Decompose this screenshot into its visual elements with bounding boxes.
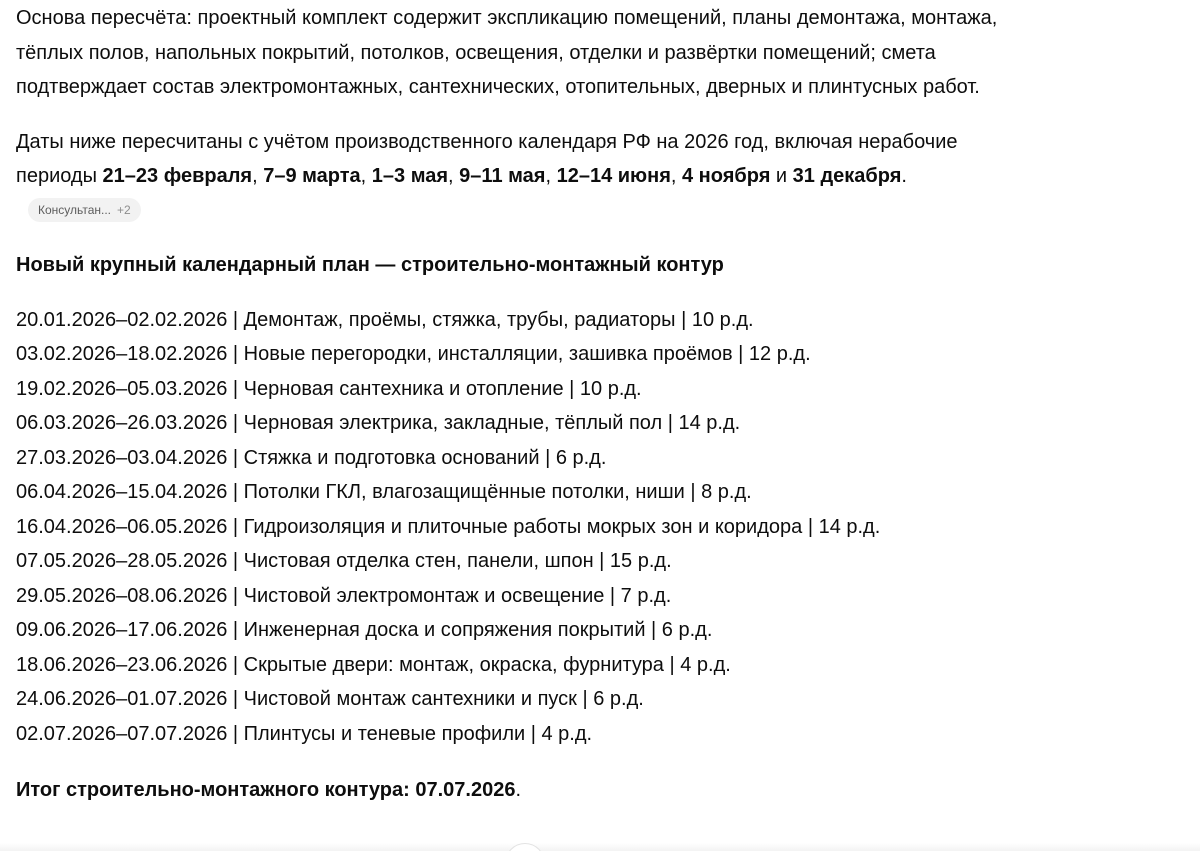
dates-intro-text: Даты ниже пересчитаны с учётом производственного календаря РФ на 2026 год, включая нерабочие периоды (16, 130, 958, 187)
holiday-period: 21–23 февраля (102, 165, 253, 187)
plan-row: 16.04.2026–06.05.2026 | Гидроизоляция и плиточные работы мокрых зон и коридора | 14 р.д. (16, 515, 881, 538)
holiday-period: 1–3 мая (371, 165, 449, 187)
holiday-period: 12–14 июня (556, 165, 671, 187)
dates-paragraph: Даты ниже пересчитаны с учётом производственного календаря РФ на 2026 год, включая нерабочие периоды 21–23 февраля, 7–9 марта, 1–3 мая, 9–11 мая, 12–14 июня, 4 ноября и 31 декабря. Консультан... +2 (16, 125, 1016, 229)
holiday-period: 7–9 марта (263, 165, 361, 187)
plan-row: 24.06.2026–01.07.2026 | Чистовой монтаж сантехники и пуск | 6 р.д. (16, 688, 644, 710)
bottom-fade (0, 843, 1200, 851)
plan-row: 07.05.2026–28.05.2026 | Чистовая отделка стен, панели, шпон | 15 р.д. (16, 550, 672, 572)
holiday-period: 4 ноября (682, 165, 771, 187)
total-label: Итог строительно-монтажного контура: 07.07.2026 (16, 779, 516, 801)
plan-list (16, 303, 1016, 752)
assistant-message (16, 1, 1016, 808)
plan-row: 06.04.2026–15.04.2026 | Потолки ГКЛ, влагозащищённые потолки, ниши | 8 р.д. (16, 481, 752, 503)
plan-row: 03.02.2026–18.02.2026 | Новые перегородки, инсталляции, зашивка проёмов | 12 р.д. (16, 343, 811, 365)
plan-row: 19.02.2026–05.03.2026 | Черновая сантехника и отопление | 10 р.д. (16, 377, 642, 400)
plan-heading: Новый крупный календарный план — строительно-монтажный контур (16, 254, 724, 276)
total-paragraph: Итог строительно-монтажного контура: 07.07.2026. (16, 779, 522, 801)
holiday-period: 9–11 мая (459, 165, 546, 187)
citation-more-count: +2 (117, 202, 131, 217)
citation-source-label: Консультан... (38, 202, 112, 217)
citation-chip[interactable] (28, 198, 141, 222)
plan-row: 18.06.2026–23.06.2026 | Скрытые двери: монтаж, окраска, фурнитура | 4 р.д. (16, 653, 731, 676)
plan-row: 06.03.2026–26.03.2026 | Черновая электрика, закладные, тёплый пол | 14 р.д. (16, 412, 741, 434)
plan-row: 29.05.2026–08.06.2026 | Чистовой электромонтаж и освещение | 7 р.д. (16, 584, 672, 607)
plan-row: 02.07.2026–07.07.2026 | Плинтусы и теневые профили | 4 р.д. (16, 722, 593, 745)
basis-paragraph: Основа пересчёта: проектный комплект содержит экспликацию помещений, планы демонтажа, монтажа, тёплых полов, напольных покрытий, потолков, освещения, отделки и развёртки помещений; смета подтверждает состав электромонтажных, сантехнических, отопительных, дверных и плинтусных работ. (16, 7, 998, 98)
plan-row: 27.03.2026–03.04.2026 | Стяжка и подготовка оснований | 6 р.д. (16, 446, 607, 469)
plan-row: 20.01.2026–02.02.2026 | Демонтаж, проёмы, стяжка, трубы, радиаторы | 10 р.д. (16, 308, 754, 331)
plan-row: 09.06.2026–17.06.2026 | Инженерная доска и сопряжения покрытий | 6 р.д. (16, 619, 713, 641)
holiday-period: 31 декабря (792, 165, 902, 187)
